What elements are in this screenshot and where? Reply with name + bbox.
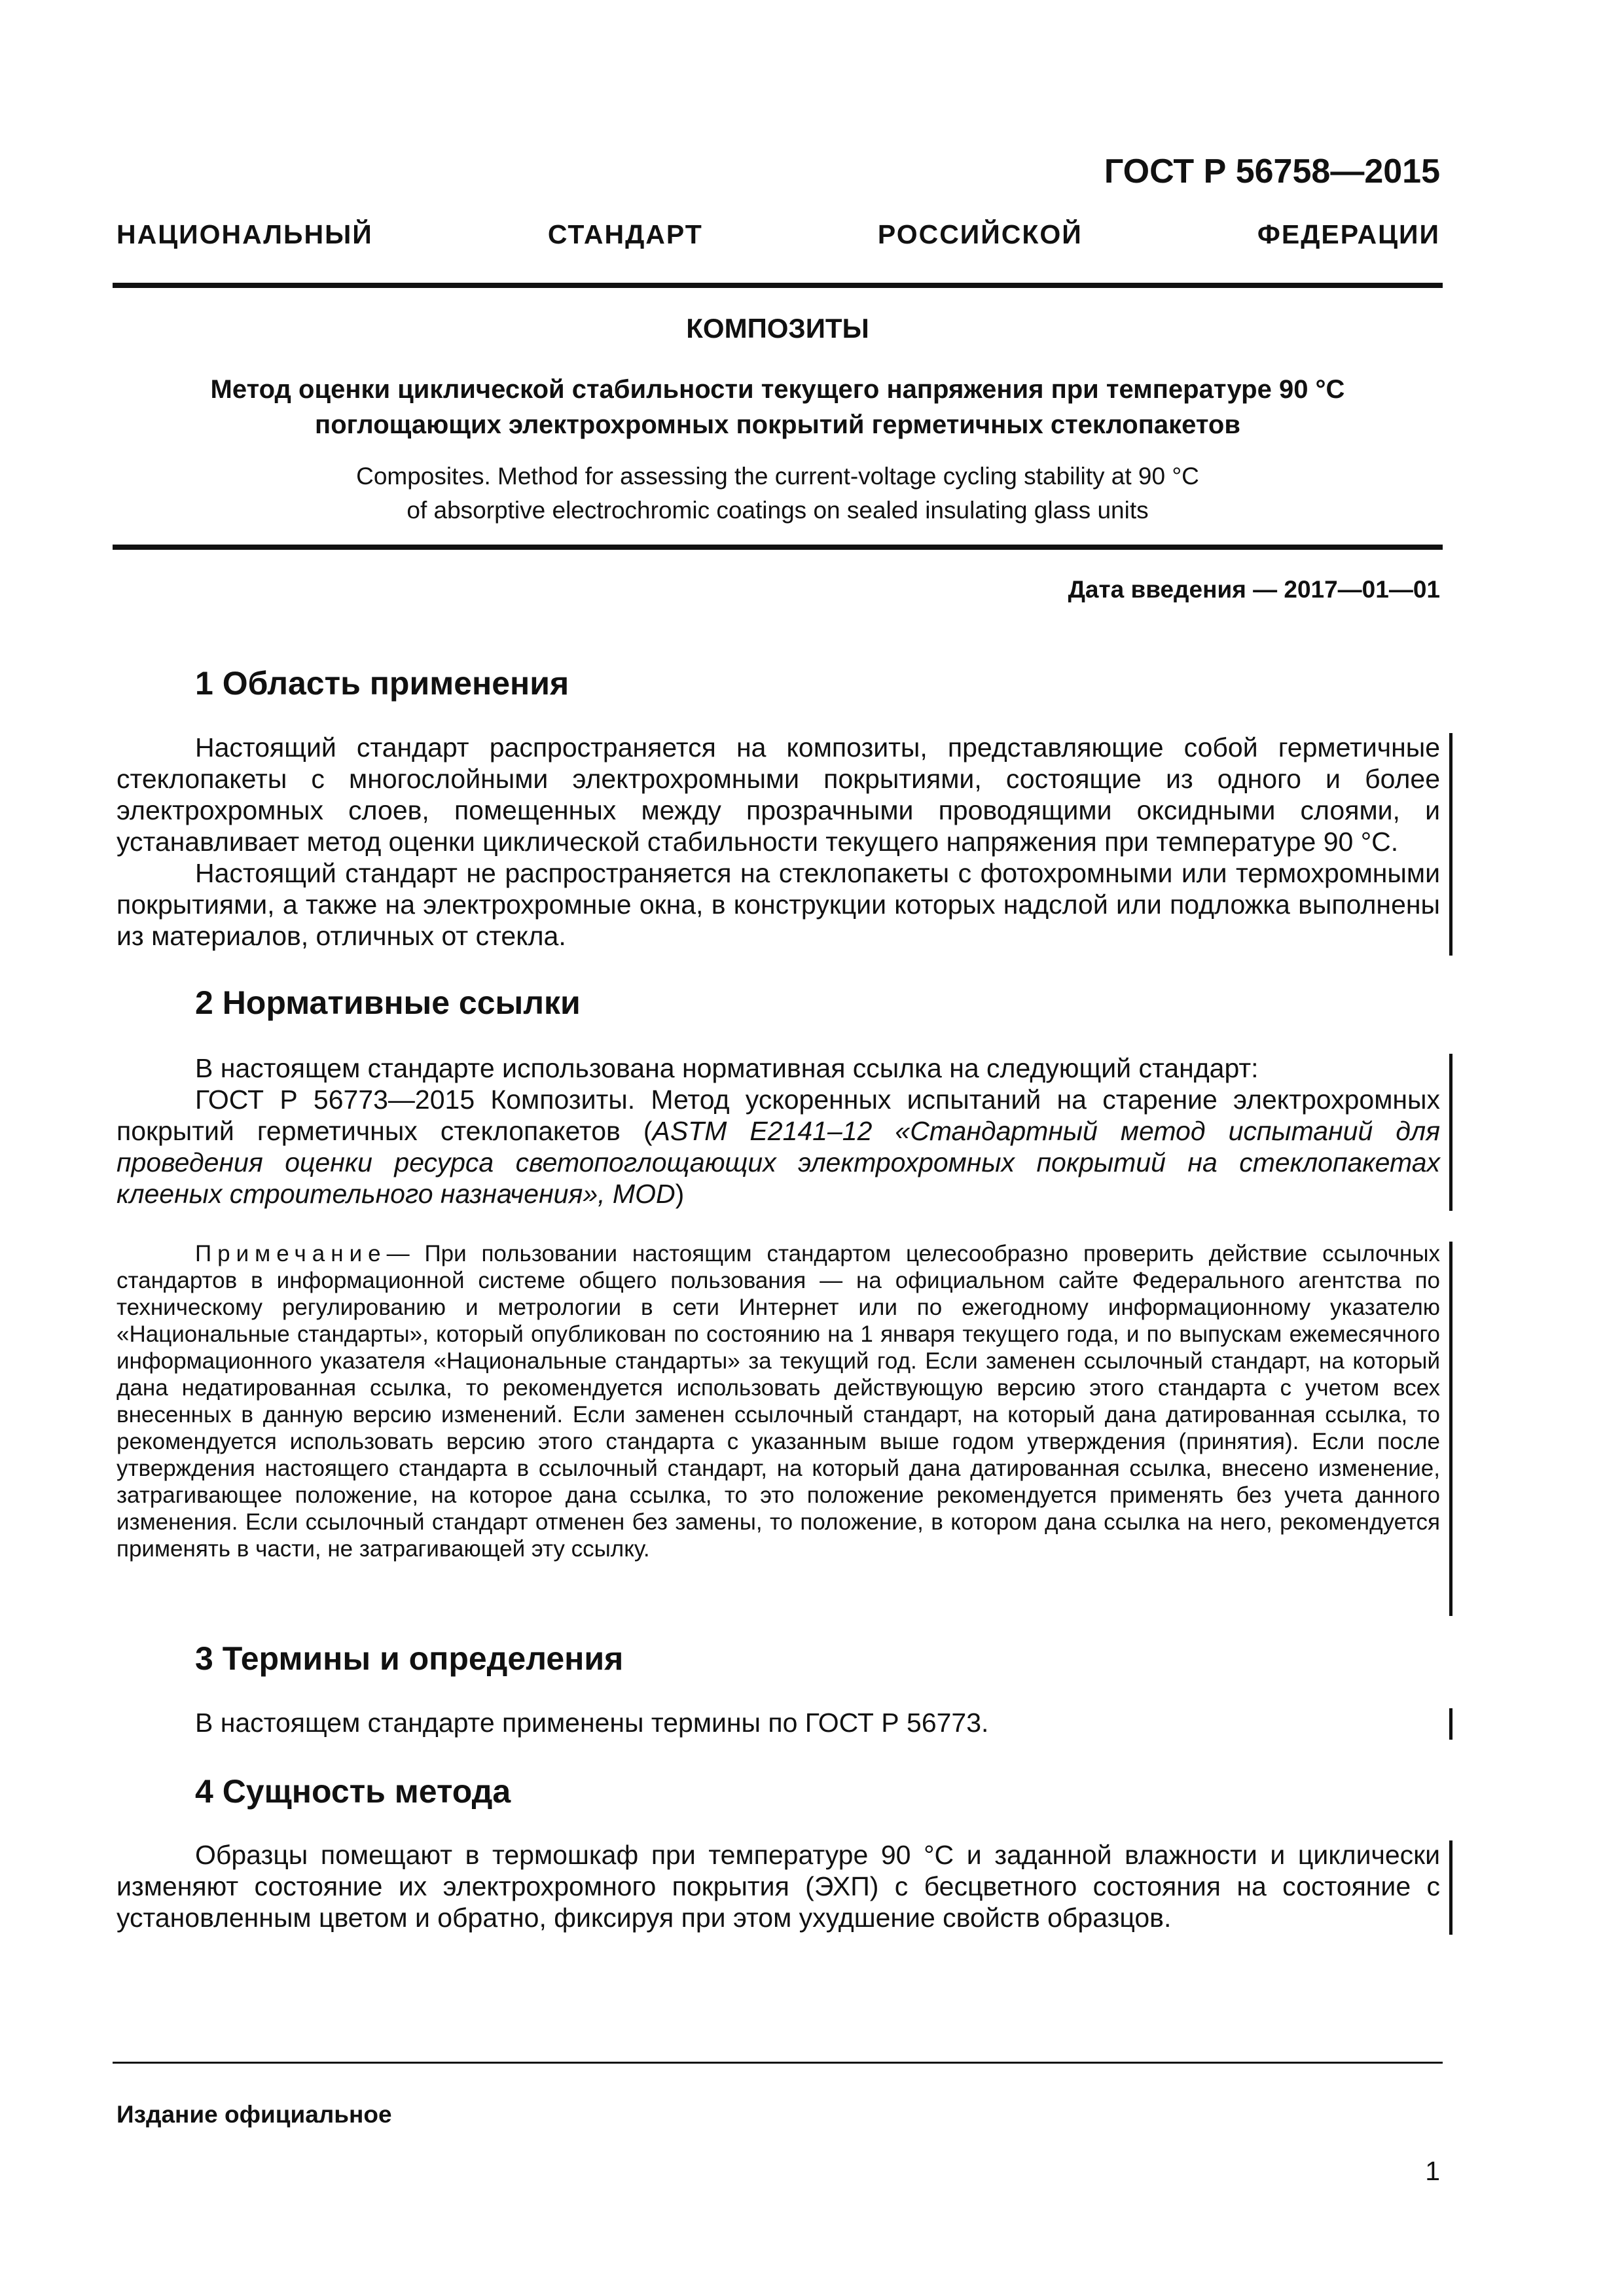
title-rule — [113, 545, 1443, 550]
note-text: — При пользовании настоящим стандартом целесообразно проверить действие ссылочных стандартов в информационной системе общего пользования — на официальном сайте Федерального агентства по техническому регулированию и метрологии в сети Интернет или по ежегодному информационному указателю «Национальные стандарты», который опубликован по состоянию на 1 января текущего года, и по выпускам ежемесячного информационного указателя «Национальные стандарты» за текущий год. Если заменен ссылочный стандарт, на который дана недатированная ссылка, то рекомендуется использовать действующую версию этого стандарта с учетом всех внесенных в данную версию изменений. Если заменен ссылочный стандарт, на который дана датированная ссылка, то рекомендуется использовать версию этого стандарта с указанным выше годом утверждения (принятия). Если после утверждения настоящего стандарта в ссылочный стандарт, на который дана датированная ссылка, внесено изменение, затрагивающее положение, на которое дана ссылка, то это положение рекомендуется применять без учета данного изменения. Если ссылочный стандарт отменен без замены, то положение, в котором дана ссылка на него, рекомендуется применять в части, не затрагивающей эту ссылку. — [117, 1241, 1440, 1562]
gost-reference: ГОСТ Р 56773—2015 Композиты. Метод ускоренных испытаний на старение электрохромных покрытий герметичных стеклопакетов ( — [117, 1085, 1440, 1146]
change-bar — [1449, 1840, 1453, 1935]
section-3-paragraph-1: В настоящем стандарте применены термины по ГОСТ Р 56773. — [195, 1708, 989, 1738]
section-3-heading: 3 Термины и определения — [195, 1640, 624, 1677]
astm-reference: ASTM E2141–12 «Стандартный метод испытаний для проведения оценки ресурса светопоглощающих электрохромных покрытий на стеклопакетах клееных строительного назначения», MOD — [117, 1116, 1440, 1209]
section-1-body — [117, 732, 1440, 952]
page-number: 1 — [1425, 2156, 1440, 2186]
official-edition-label: Издание официальное — [117, 2101, 392, 2128]
english-title — [113, 459, 1443, 528]
change-bar — [1449, 733, 1453, 956]
note-block — [117, 1240, 1440, 1562]
section-2-heading: 2 Нормативные ссылки — [195, 984, 581, 1021]
change-bar — [1449, 1708, 1453, 1740]
footer-rule — [113, 2062, 1443, 2064]
english-title-line-2: of absorptive electrochromic coatings on sealed insulating glass units — [406, 497, 1149, 524]
change-bar — [1449, 1242, 1453, 1616]
document-subtitle — [113, 372, 1443, 442]
section-1-paragraph-2: Настоящий стандарт не распространяется на стеклопакеты с фотохромными или термохромными покрытиями, а также на электрохромные окна, в конструкции которых надслой или подложка выполнены из материалов, отличных от стекла. — [117, 858, 1440, 951]
document-title: КОМПОЗИТЫ — [686, 313, 869, 344]
english-title-line-1: Composites. Method for assessing the current-voltage cycling stability at 90 °C — [356, 463, 1199, 490]
section-1-heading: 1 Область применения — [195, 665, 569, 702]
section-4-heading: 4 Сущность метода — [195, 1773, 511, 1810]
introduction-date: Дата введения — 2017—01—01 — [1068, 576, 1440, 603]
gost-number: ГОСТ Р 56758—2015 — [1104, 152, 1440, 190]
section-3-body — [117, 1707, 1440, 1738]
header-rule — [113, 283, 1443, 288]
section-4-body — [117, 1839, 1440, 1933]
note-label: Примечание — [195, 1241, 387, 1266]
subtitle-line-1: Метод оценки циклической стабильности текущего напряжения при температуре 90 °C — [210, 375, 1345, 404]
section-4-paragraph-1: Образцы помещают в термошкаф при температуре 90 °C и заданной влажности и циклически изменяют состояние их электрохромного покрытия (ЭХП) с бесцветного состояния на состояние с установленным цветом и обратно, фиксируя при этом ухудшение свойств образцов. — [117, 1840, 1440, 1933]
section-2-body — [117, 1052, 1440, 1210]
section-1-paragraph-1: Настоящий стандарт распространяется на композиты, представляющие собой герметичные стеклопакеты с многослойными электрохромными покрытиями, состоящие из одного и более электрохромных слоев, помещенных между прозрачными проводящими оксидными слоями, и устанавливает метод оценки циклической стабильности текущего напряжения при температуре 90 °C. — [117, 732, 1440, 857]
section-2-paragraph-1: В настоящем стандарте использована нормативная ссылка на следующий стандарт: — [195, 1053, 1259, 1083]
subtitle-line-2: поглощающих электрохромных покрытий герметичных стеклопакетов — [315, 410, 1240, 439]
reference-close: ) — [675, 1179, 685, 1209]
national-standard-banner: НАЦИОНАЛЬНЫЙ СТАНДАРТ РОССИЙСКОЙ ФЕДЕРАЦИИ — [117, 219, 1440, 249]
note-paragraph — [117, 1240, 1440, 1562]
change-bar — [1449, 1054, 1453, 1211]
section-2-paragraph-2 — [117, 1084, 1440, 1210]
